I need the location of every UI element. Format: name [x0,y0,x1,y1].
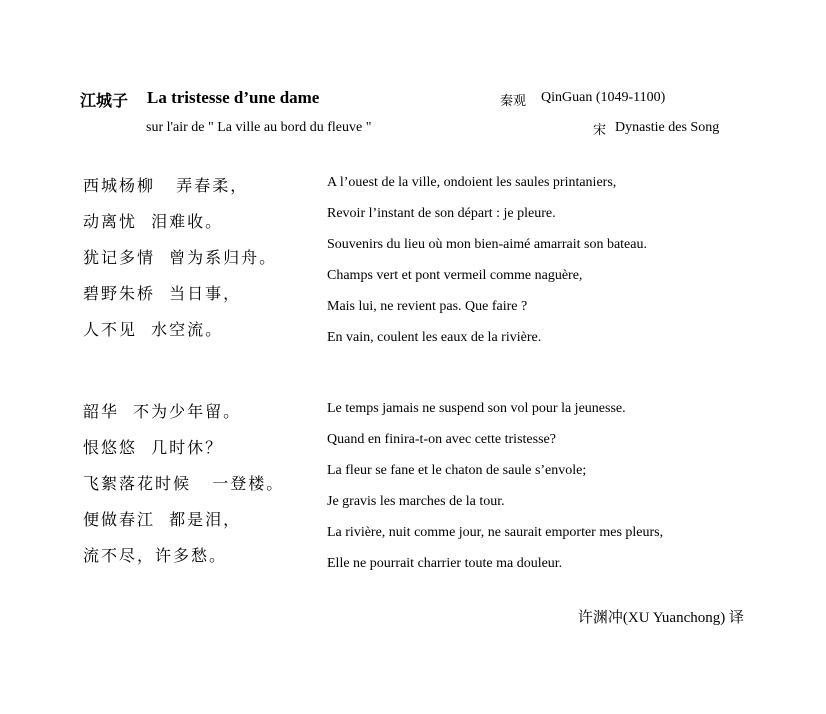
dynasty-latin: Dynastie des Song [615,120,720,135]
stanza-1-chinese [83,168,277,348]
french-verse-line: Mais lui, ne revient pas. Que faire ? [327,299,528,314]
french-verse-line: Souvenirs du lieu où mon bien-aimé amarrait son bateau. [327,237,647,252]
chinese-verse-line: 恨悠悠 几时休？ [83,438,224,457]
chinese-verse-line: 西城杨柳 弄春柔， [83,176,249,195]
chinese-verse-line: 流不尽，许多愁。 [83,546,228,565]
author-latin: QinGuan (1049-1100) [541,90,666,105]
french-verse-line: Le temps jamais ne suspend son vol pour la jeunesse. [327,401,626,416]
stanza-2-french [327,393,663,579]
chinese-verse-line: 便做春江 都是泪， [83,510,242,529]
chinese-verse-line: 飞絮落花时候 一登楼。 [83,474,285,493]
stanza-1-french [327,167,647,353]
chinese-verse-line: 犹记多情 曾为系归舟。 [83,248,278,267]
author-chinese: 秦观 [500,94,527,109]
title-chinese: 江城子 [80,91,129,110]
french-verse-line: Revoir l’instant de son départ : je pleure. [327,206,556,221]
chinese-verse-line: 碧野朱桥 当日事， [83,284,242,303]
stanza-2-chinese [83,394,284,574]
title-french: La tristesse d’une dame [147,88,320,107]
french-verse-line: Champs vert et pont vermeil comme naguère, [327,268,583,283]
dynasty-chinese: 宋 [593,123,607,138]
french-verse-line: Quand en finira-t-on avec cette tristesse? [327,432,556,447]
translator-name-chinese: 许渊冲 [577,608,623,626]
translator-name-latin: (XU Yuanchong) [622,610,726,626]
french-verse-line: En vain, coulent les eaux de la rivière. [327,330,542,345]
french-verse-line: A l’ouest de la ville, ondoient les saules printaniers, [327,175,617,190]
french-verse-line: Je gravis les marches de la tour. [327,494,505,509]
french-verse-line: La rivière, nuit comme jour, ne saurait emporter mes pleurs, [327,525,664,540]
subtitle-air: sur l'air de " La ville au bord du fleuve " [146,120,372,135]
french-verse-line: La fleur se fane et le chaton de saule s’envole; [327,463,587,478]
chinese-verse-line: 韶华 不为少年留。 [83,402,242,421]
french-verse-line: Elle ne pourrait charrier toute ma douleur. [327,556,563,571]
chinese-verse-line: 人不见 水空流。 [83,320,224,339]
translation-mark: 译 [728,608,744,626]
chinese-verse-line: 动离忧 泪难收。 [83,212,224,231]
translator-credit [578,606,744,627]
